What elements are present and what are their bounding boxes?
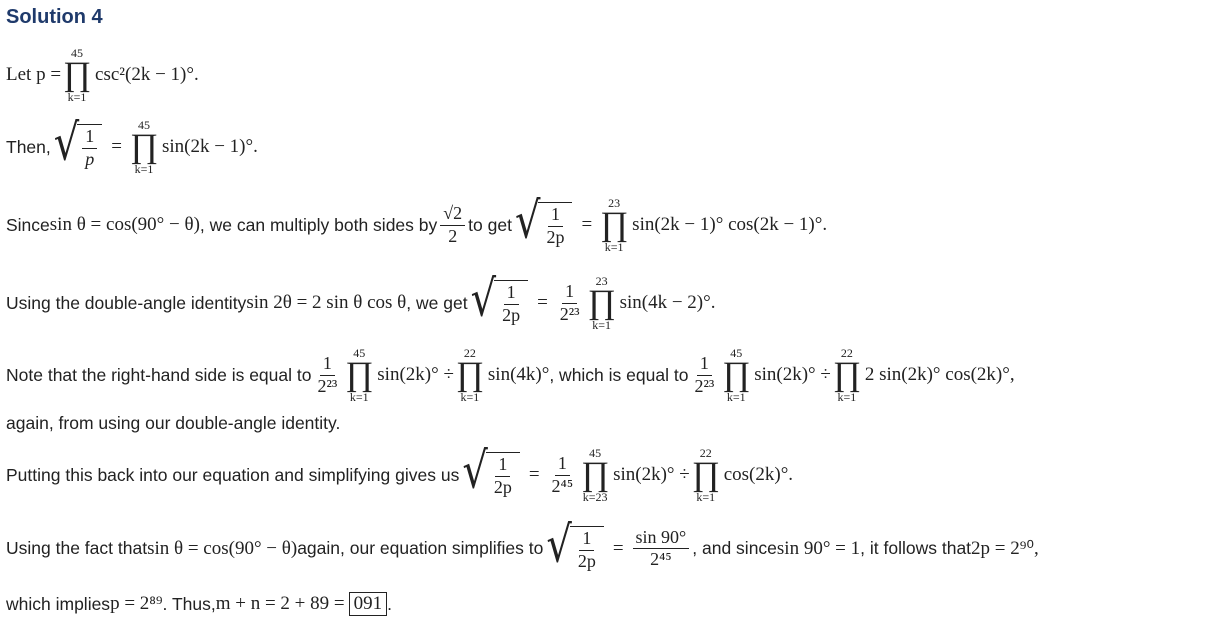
identity-expression: sin θ = cos(90° − θ) xyxy=(147,537,298,559)
line-using-fact: Using the fact that sin θ = cos(90° − θ) again, our equation simplifies to √ $\frac{1}{2p}$ = $\frac{\sin 90^\circ}{\text{2⁴⁵}}$ , and since sin 90° = 1 , it follows that 2p = 2⁹⁰, xyxy=(6,516,1039,575)
fraction xyxy=(557,282,583,325)
we-get-text: , we get xyxy=(406,292,468,313)
product-operator: 22 ∏ k=1 xyxy=(832,346,861,404)
implies-text: which implies xyxy=(6,593,111,614)
line-putting: Putting this back into our equation and simplifying gives us √ $\frac{1}{2p}$ = $\frac{1}{\text{2⁴⁵}}$ 45 ∏ k=23 sin(2k)° ÷ 22 ∏ k=1 cos(2k)°. xyxy=(6,442,794,504)
product-upper-limit: 22 xyxy=(463,346,476,360)
square-root: √ $\frac{1}{2p}$ xyxy=(515,202,573,248)
note-text: Note that the right-hand side is equal to xyxy=(6,364,312,385)
fraction-numerator: sin 90° xyxy=(633,528,690,550)
product-expression: csc²(2k − 1)°. xyxy=(95,64,199,85)
product-expression: sin(2k − 1)° cos(2k − 1)°. xyxy=(632,214,828,235)
fraction xyxy=(543,205,567,248)
let-p-text: Let p = xyxy=(6,64,62,85)
fraction-numerator: 1 xyxy=(82,127,97,149)
fraction-numerator: √2 xyxy=(440,204,465,226)
product-operator: 23 ∏ k=1 xyxy=(600,196,629,254)
product-lower-limit: k=1 xyxy=(726,390,746,404)
fraction xyxy=(549,454,577,497)
fraction-denominator: 2²³ xyxy=(559,303,580,324)
fraction-numerator: 1 xyxy=(495,455,510,477)
fraction-denominator: 2²³ xyxy=(317,375,338,396)
thus-text: . Thus, xyxy=(162,593,216,614)
product-upper-limit: 45 xyxy=(730,346,743,360)
since-text: Since xyxy=(6,214,50,235)
product-lower-limit: k=23 xyxy=(582,490,608,504)
answer-box: 091 xyxy=(349,592,388,616)
product-upper-limit: 22 xyxy=(699,446,712,460)
result-equation: 2p = 2⁹⁰, xyxy=(971,538,1039,560)
using-text: Using the double-angle identity xyxy=(6,292,247,313)
then-text: Then, xyxy=(6,136,51,157)
product-expression: sin(2k)° ÷ xyxy=(754,364,831,385)
identity-expression: sin θ = cos(90° − θ) xyxy=(49,214,200,235)
product-expression: sin(4k − 2)°. xyxy=(619,292,716,313)
product-lower-limit: k=1 xyxy=(592,318,611,332)
to-get-text: to get xyxy=(468,214,512,235)
fraction-denominator: 2⁴⁵ xyxy=(650,549,672,570)
product-upper-limit: 45 xyxy=(137,118,150,132)
line-let-p xyxy=(6,46,199,104)
line-note xyxy=(6,346,1015,404)
using-fact-text: Using the fact that xyxy=(6,538,148,559)
line-implies xyxy=(6,592,392,616)
fraction-denominator: 2p xyxy=(577,550,596,571)
product-operator: 45 ∏ k=1 xyxy=(722,346,751,404)
product-lower-limit: k=1 xyxy=(134,162,154,176)
product-lower-limit: k=1 xyxy=(67,90,87,104)
product-expression: cos(2k)°. xyxy=(723,464,794,485)
product-lower-limit: k=1 xyxy=(460,390,480,404)
product-lower-limit: k=1 xyxy=(837,390,857,404)
fraction xyxy=(491,455,515,498)
solution-heading: Solution 4 xyxy=(6,6,103,28)
product-expression: sin(2k)° ÷ xyxy=(377,364,454,385)
fraction xyxy=(499,283,523,326)
product-upper-limit: 45 xyxy=(589,446,602,460)
product-expression: sin(2k − 1)°. xyxy=(161,136,258,157)
product-upper-limit: 23 xyxy=(608,196,621,210)
fraction xyxy=(575,529,599,572)
fraction-denominator: 2p xyxy=(546,227,565,247)
fraction-numerator: 1 xyxy=(504,283,519,305)
line-again xyxy=(6,413,340,434)
product-operator: 22 ∏ k=1 xyxy=(455,346,484,404)
fraction-denominator: 2p xyxy=(493,477,512,497)
fraction xyxy=(633,528,690,571)
p-equation: p = 2⁸⁹ xyxy=(110,593,163,614)
product-upper-limit: 45 xyxy=(353,346,366,360)
product-expression: sin(2k)° ÷ xyxy=(613,464,690,485)
period-text: . xyxy=(387,593,392,614)
sum-equation: m + n = 2 + 89 = xyxy=(215,593,345,614)
fraction xyxy=(440,204,465,247)
product-operator: 45 ∏ k=1 xyxy=(345,346,374,404)
fraction-numerator: 1 xyxy=(579,529,594,551)
fraction-numerator: 1 xyxy=(555,454,570,476)
again-text: again, from using our double-angle identity. xyxy=(6,413,341,433)
product-expression: 2 sin(2k)° cos(2k)°, xyxy=(864,364,1015,385)
fraction-denominator: 2⁴⁵ xyxy=(551,475,574,496)
square-root: √ $\frac{1}{p}$ xyxy=(54,124,103,170)
fraction xyxy=(82,127,97,170)
fraction-denominator: 2p xyxy=(502,305,521,325)
product-upper-limit: 22 xyxy=(840,346,853,360)
product-operator: 45 ∏ k=1 xyxy=(63,46,92,104)
line-then: Then, √ $\frac{1}{p}$ = 45 ∏ k=1 sin(2k − 1)°. xyxy=(6,114,258,176)
product-upper-limit: 45 xyxy=(71,46,84,60)
fraction-denominator: p xyxy=(85,149,95,169)
simplifies-text: again, our equation simplifies to xyxy=(297,538,544,559)
product-operator: 45 ∏ k=23 xyxy=(581,446,610,504)
multiply-text: , we can multiply both sides by xyxy=(199,214,438,235)
line-since: Since sin θ = cos(90° − θ) , we can multiply both sides by $\frac{√2}{2}$ to get √ $\frac{1}{2p}$ = 23 ∏ k=1 sin(2k − 1)° cos(2k − 1)°. xyxy=(6,192,828,254)
product-expression: sin(4k)° xyxy=(487,364,550,385)
product-operator: 23 ∏ k=1 xyxy=(587,274,616,332)
square-root: √ $\frac{1}{2p}$ xyxy=(462,452,520,498)
sine-equation: sin 90° = 1 xyxy=(776,537,861,559)
product-operator: 22 ∏ k=1 xyxy=(691,446,720,504)
fraction xyxy=(314,354,340,397)
fraction-numerator: 1 xyxy=(697,354,712,376)
putting-text: Putting this back into our equation and simplifying gives us xyxy=(6,464,460,485)
fraction-numerator: 1 xyxy=(548,205,563,227)
and-since-text: , and since xyxy=(692,538,777,559)
follows-text: , it follows that xyxy=(860,538,972,559)
fraction-denominator: 2²³ xyxy=(694,375,715,396)
which-equals-text: , which is equal to xyxy=(549,364,689,385)
fraction xyxy=(691,354,717,397)
product-lower-limit: k=1 xyxy=(604,240,624,254)
product-lower-limit: k=1 xyxy=(696,490,716,504)
fraction-numerator: 1 xyxy=(320,354,335,376)
square-root: √ $\frac{1}{2p}$ xyxy=(546,526,604,572)
fraction-denominator: 2 xyxy=(448,225,458,246)
square-root: √ $\frac{1}{2p}$ xyxy=(471,280,529,326)
fraction-numerator: 1 xyxy=(562,282,577,304)
product-operator: 45 ∏ k=1 xyxy=(129,118,158,176)
product-lower-limit: k=1 xyxy=(349,390,369,404)
line-double-angle: Using the double-angle identity sin 2θ = 2 sin θ cos θ , we get √ $\frac{1}{2p}$ = $\frac{1}{\text{2²³}}$ 23 ∏ k=1 sin(4k − 2)°. xyxy=(6,270,716,332)
product-upper-limit: 23 xyxy=(595,274,608,288)
identity-expression: sin 2θ = 2 sin θ cos θ xyxy=(246,292,407,313)
